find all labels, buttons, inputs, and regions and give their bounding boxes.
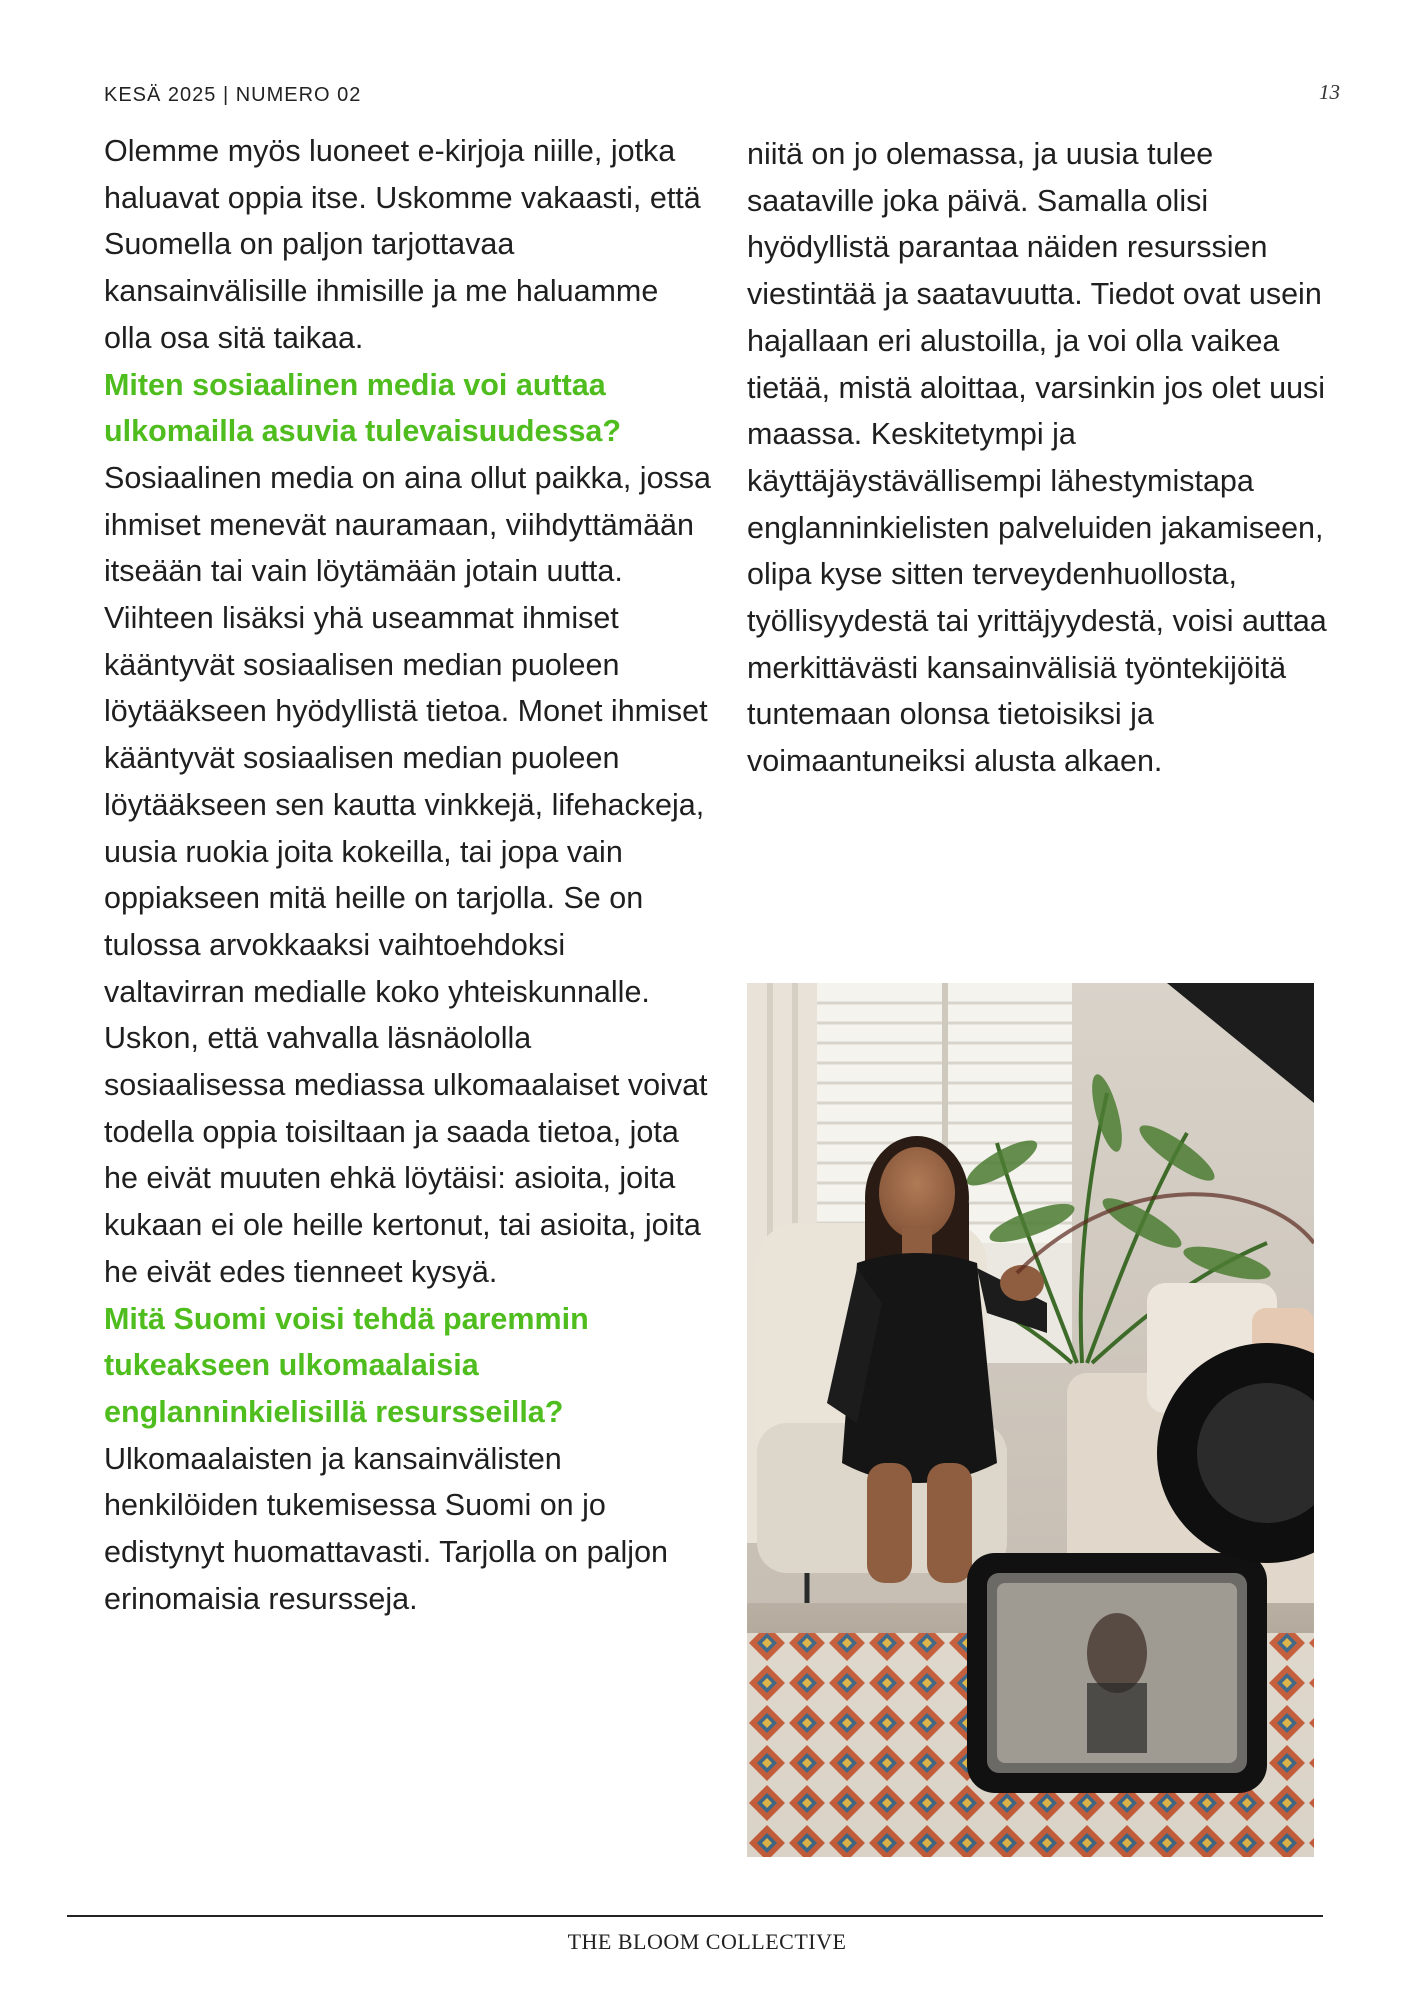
- section-heading: Miten sosiaalinen media voi auttaa ulkomailla asuvia tulevaisuudessa?: [104, 367, 622, 449]
- footer-divider: [67, 1915, 1323, 1917]
- section-heading: Mitä Suomi voisi tehdä paremmin tukeakseen ulkomaalaisia englanninkielisillä resursseilla?: [104, 1301, 589, 1429]
- left-column: [104, 128, 714, 1623]
- page-number: 13: [1319, 80, 1340, 104]
- body-paragraph: Ulkomaalaisten ja kansainvälisten henkilöiden tukemisessa Suomi on jo edistynyt huomattavasti. Tarjolla on paljon erinomaisia resursseja.: [104, 1441, 669, 1616]
- interview-photo: [747, 983, 1314, 1857]
- issue-label: KESÄ 2025 | NUMERO 02: [104, 84, 362, 106]
- body-paragraph: Sosiaalinen media on aina ollut paikka, jossa ihmiset menevät nauramaan, viihdyttämään itseään tai vain löytämään jotain uutta. Viihteen lisäksi yhä useammat ihmiset kääntyvät sosiaalisen median puoleen löytääkseen hyödyllistä tietoa. Monet ihmiset kääntyvät sosiaalisen median puoleen löytääkseen sen kautta vinkkejä, lifehackeja, uusia ruokia joita kokeilla, tai jopa vain oppiakseen mitä heille on tarjolla. Se on tulossa arvokkaaksi vaihtoehdoksi valtavirran medialle koko yhteiskunnalle. Uskon, että vahvalla läsnäololla sosiaalisessa mediassa ulkomaalaiset voivat todella oppia toisiltaan ja saada tietoa, jota he eivät muuten ehkä löytäisi: asioita, joita kukaan ei ole heille kertonut, tai asioita, joita he eivät edes tienneet kysyä.: [104, 460, 711, 1289]
- body-paragraph: Olemme myös luoneet e-kirjoja niille, jotka haluavat oppia itse. Uskomme vakaasti, että Suomella on paljon tarjottavaa kansainvälisille ihmisille ja me haluamme olla osa sitä taikaa.: [104, 134, 701, 355]
- body-paragraph: niitä on jo olemassa, ja uusia tulee saataville joka päivä. Samalla olisi hyödyllistä parantaa näiden resurssien viestintää ja saatavuutta. Tiedot ovat usein hajallaan eri alustoilla, ja voi olla vaikea tietää, mistä aloittaa, varsinkin jos olet uusi maassa. Keskitetympi ja käyttäjäystävällisempi lähestymistapa englanninkielisten palveluiden jakamiseen, olipa kyse sitten terveydenhuollosta, työllisyydestä tai yrittäjyydestä, voisi auttaa merkittävästi kansainvälisiä työntekijöitä tuntemaan olonsa tietoisiksi ja voimaantuneiksi alusta alkaen.: [747, 137, 1327, 779]
- publication-name: THE BLOOM COLLECTIVE: [567, 1929, 847, 1954]
- right-column: [747, 131, 1347, 785]
